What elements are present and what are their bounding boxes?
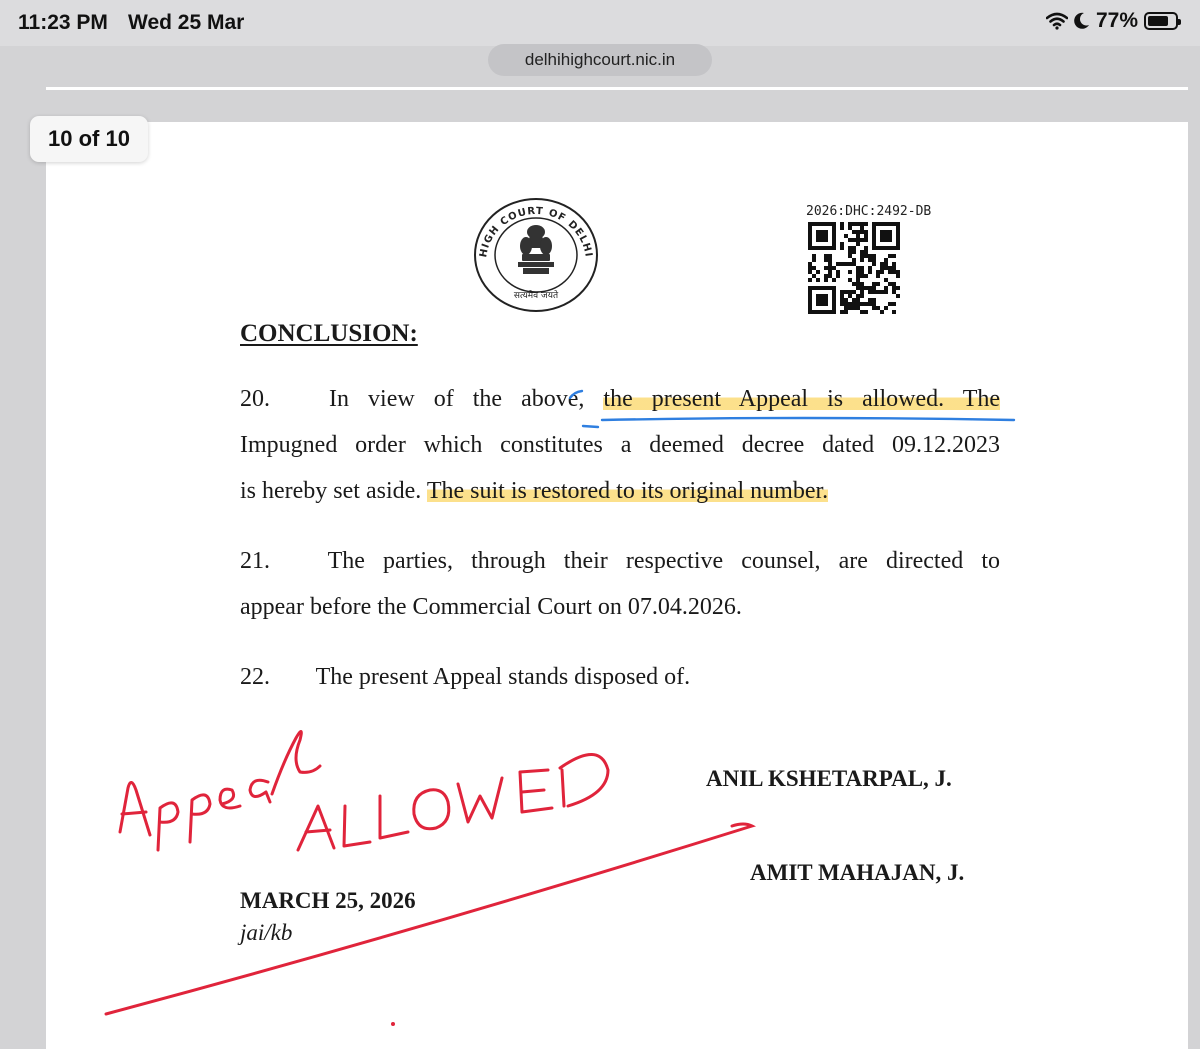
typist-initials: jai/kb: [240, 920, 293, 945]
judge-signature-2: AMIT MAHAJAN, J.: [750, 860, 965, 885]
url-bar[interactable]: [488, 44, 712, 76]
judgment-date: MARCH 25, 2026: [240, 888, 416, 913]
battery-icon: [1144, 12, 1178, 30]
seal-motto: सत्यमेव जयते: [513, 291, 559, 301]
high-court-seal-logo: [472, 196, 600, 314]
status-bar: [0, 0, 1200, 46]
status-time: 11:23 PM: [18, 11, 108, 34]
para21-line2: appear before the Commercial Court on 07.04.2026.: [240, 594, 742, 620]
moon-icon: [1074, 12, 1090, 30]
para22-number: 22.: [240, 664, 270, 690]
wifi-icon: [1046, 12, 1068, 30]
battery-fill: [1148, 16, 1168, 26]
para20-line2: Impugned order which constitutes a deemed decree dated 09.12.2023: [240, 432, 1000, 458]
para22-text: The present Appeal stands disposed of.: [315, 664, 691, 690]
para21-line1: [240, 548, 1000, 575]
para22-line: [240, 664, 1000, 691]
url-text: delhihighcourt.nic.in: [524, 50, 676, 69]
citation-code: 2026:DHC:2492-DB: [806, 204, 932, 219]
conclusion-heading: CONCLUSION:: [240, 320, 418, 347]
para20-number: 20.: [240, 386, 270, 412]
seal-text: HIGH COURT OF DELHI: [478, 205, 594, 259]
para21-text-a: The parties, through their respective counsel, are directed to: [327, 548, 1000, 574]
judge-signature-1: ANIL KSHETARPAL, J.: [706, 766, 952, 791]
para20-line3: [240, 478, 1000, 505]
status-right-group: [1046, 9, 1178, 33]
pdf-page: [46, 122, 1188, 1049]
para20-text-a: In view of the above,: [329, 386, 585, 412]
toolbar-divider: [46, 87, 1188, 90]
status-date: Wed 25 Mar: [128, 11, 245, 34]
para20-highlight-b: The suit is restored to its original number.: [426, 478, 829, 504]
para21-number: 21.: [240, 548, 270, 574]
qr-code-icon: [808, 222, 900, 314]
page-counter-text: 10 of 10: [48, 126, 130, 151]
page-counter: [30, 116, 148, 162]
para20-line1: [240, 386, 1000, 413]
battery-percent: 77%: [1095, 9, 1138, 32]
para20-text-c: is hereby set aside.: [240, 478, 422, 504]
para20-highlight-a: the present Appeal is allowed. The: [603, 386, 1001, 412]
